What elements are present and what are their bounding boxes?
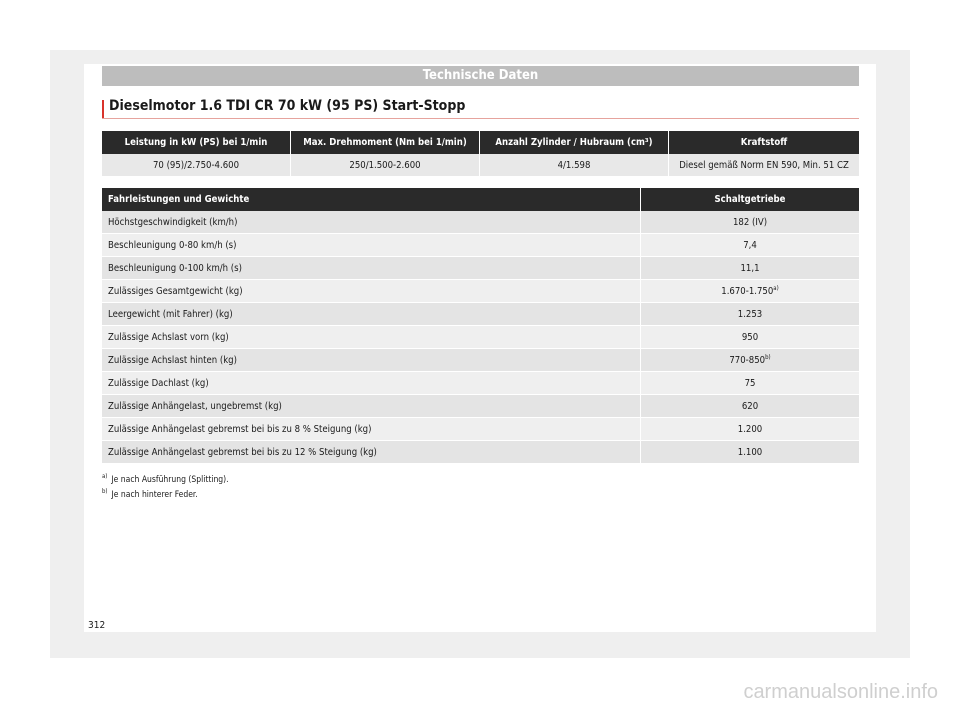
table-row xyxy=(102,441,859,464)
table-row xyxy=(102,326,859,349)
engine-col-cylinders: Anzahl Zylinder / Hubraum (cm³) xyxy=(480,131,669,154)
perf-value-text: 620 xyxy=(741,400,759,412)
perf-value-text: 1.100 xyxy=(737,446,763,458)
title-underline xyxy=(102,118,859,119)
perf-value-text: 75 xyxy=(744,377,756,389)
table-row xyxy=(102,418,859,441)
engine-col-torque: Max. Drehmoment (Nm bei 1/min) xyxy=(291,131,480,154)
perf-row-value xyxy=(641,234,859,257)
perf-col-label: Fahrleistungen und Gewichte xyxy=(102,188,641,211)
perf-value-text: 1.200 xyxy=(737,423,763,435)
engine-col-power: Leistung in kW (PS) bei 1/min xyxy=(102,131,291,154)
perf-row-label: Leergewicht (mit Fahrer) (kg) xyxy=(102,303,641,326)
page-number: 312 xyxy=(88,620,106,631)
perf-row-value xyxy=(641,303,859,326)
perf-row-label: Beschleunigung 0-100 km/h (s) xyxy=(102,257,641,280)
perf-row-value xyxy=(641,280,859,303)
perf-value-text: 770-850 xyxy=(729,354,766,366)
engine-fuel-value: Diesel gemäß Norm EN 590, Min. 51 CZ xyxy=(669,154,859,176)
performance-table-header xyxy=(102,188,859,211)
engine-torque-value: 250/1.500-2.600 xyxy=(291,154,480,176)
section-title: Dieselmotor 1.6 TDI CR 70 kW (95 PS) Start-Stopp xyxy=(109,98,466,114)
footnote-ref: a) xyxy=(773,284,779,292)
perf-row-label: Zulässiges Gesamtgewicht (kg) xyxy=(102,280,641,303)
perf-value-text: 1.670-1.750 xyxy=(721,285,774,297)
table-row xyxy=(102,257,859,280)
table-row xyxy=(102,234,859,257)
watermark: carmanualsonline.info xyxy=(743,681,938,703)
perf-row-value xyxy=(641,257,859,280)
table-row xyxy=(102,395,859,418)
footnote-text: Je nach Ausführung (Splitting). xyxy=(111,475,229,485)
perf-row-value xyxy=(641,441,859,464)
perf-row-value xyxy=(641,372,859,395)
perf-row-label: Zulässige Anhängelast gebremst bei bis zu 12 % Steigung (kg) xyxy=(102,441,641,464)
footnote-text: Je nach hinterer Feder. xyxy=(111,490,198,500)
engine-power-value: 70 (95)/2.750-4.600 xyxy=(102,154,291,176)
footnotes xyxy=(102,475,229,505)
perf-row-value xyxy=(641,211,859,234)
title-accent xyxy=(102,100,104,118)
footnote-mark: b) xyxy=(102,488,108,496)
engine-table-header xyxy=(102,131,859,154)
footnote-b xyxy=(102,490,229,500)
perf-row-label: Zulässige Achslast hinten (kg) xyxy=(102,349,641,372)
perf-row-label: Höchstgeschwindigkeit (km/h) xyxy=(102,211,641,234)
footnote-ref: b) xyxy=(765,353,771,361)
perf-value-text: 182 (IV) xyxy=(732,216,768,228)
engine-table xyxy=(102,131,859,176)
table-row xyxy=(102,349,859,372)
table-row xyxy=(102,211,859,234)
perf-row-label: Zulässige Achslast vorn (kg) xyxy=(102,326,641,349)
chapter-header: Technische Daten xyxy=(102,66,859,86)
performance-table xyxy=(102,188,859,464)
perf-row-value xyxy=(641,326,859,349)
perf-row-label: Zulässige Anhängelast gebremst bei bis zu 8 % Steigung (kg) xyxy=(102,418,641,441)
table-row xyxy=(102,280,859,303)
perf-row-label: Zulässige Anhängelast, ungebremst (kg) xyxy=(102,395,641,418)
table-row xyxy=(102,154,859,176)
engine-col-fuel: Kraftstoff xyxy=(669,131,859,154)
perf-row-label: Beschleunigung 0-80 km/h (s) xyxy=(102,234,641,257)
perf-row-label: Zulässige Dachlast (kg) xyxy=(102,372,641,395)
perf-row-value xyxy=(641,395,859,418)
perf-value-text: 1.253 xyxy=(737,308,763,320)
table-row xyxy=(102,372,859,395)
engine-cylinders-value: 4/1.598 xyxy=(480,154,669,176)
perf-value-text: 7,4 xyxy=(743,239,757,251)
footnote-mark: a) xyxy=(102,473,108,481)
perf-col-gearbox: Schaltgetriebe xyxy=(641,188,859,211)
perf-value-text: 950 xyxy=(741,331,759,343)
perf-value-text: 11,1 xyxy=(740,262,760,274)
perf-row-value xyxy=(641,418,859,441)
footnote-a xyxy=(102,475,229,485)
table-row xyxy=(102,303,859,326)
perf-row-value xyxy=(641,349,859,372)
